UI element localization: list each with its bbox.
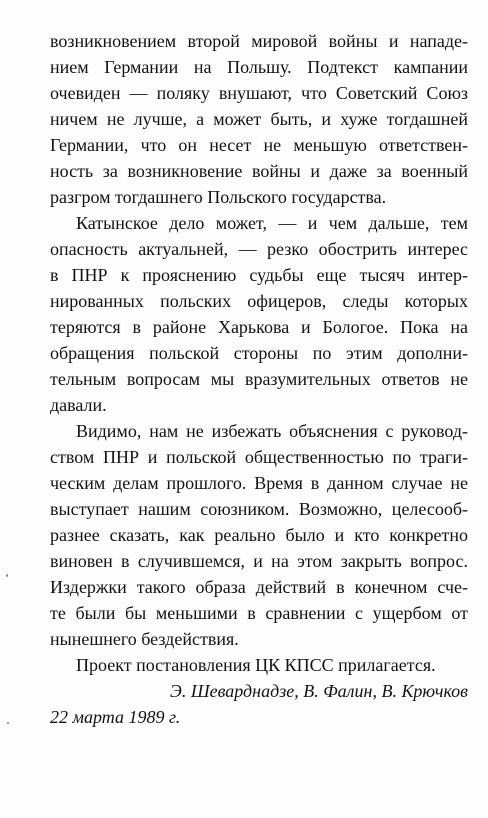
text-line: возникновением второй мировой войны и нападе-	[50, 31, 468, 51]
paragraph	[50, 652, 468, 678]
text-line: давали.	[50, 395, 107, 415]
text-line: те были бы меньшими в сравнении с ущербом от	[50, 603, 468, 623]
text-line: теряются в районе Харькова и Бологое. Пока на	[50, 317, 468, 337]
text-line: виновен в случившемся, и на этом закрыть вопрос.	[50, 551, 468, 571]
text-line: нированных польских офицеров, следы которых	[50, 291, 468, 311]
text-line: разгром тогдашнего Польского государства.	[50, 187, 387, 207]
text-line: очевиден — поляку внушают, что Советский Союз	[50, 83, 468, 103]
signatories: Э. Шеварднадзе, В. Фалин, В. Крючков	[170, 681, 468, 701]
paragraph	[50, 210, 468, 418]
document-date: 22 марта 1989 г.	[50, 707, 181, 727]
text-line: Катынское дело может, — и чем дальше, тем	[76, 213, 468, 233]
text-line: опасность актуальней, — резко обострить интерес	[50, 239, 468, 259]
text-line: ством ПНР и польской общественностью по траги-	[50, 447, 468, 467]
paragraph	[50, 418, 468, 652]
text-line: Германии, что он несет не меньшую ответствен-	[50, 135, 468, 155]
text-line: обращения польской стороны по этим дополни-	[50, 343, 468, 363]
text-line: ничем не лучше, а может быть, и хуже тогдашней	[50, 109, 468, 129]
document-text	[50, 28, 468, 730]
text-line: ность за возникновение войны и даже за военный	[50, 161, 468, 181]
paragraph	[50, 28, 468, 210]
scan-speck	[6, 574, 8, 577]
text-line: Видимо, нам не избежать объяснения с руковод-	[76, 421, 468, 441]
text-line: ческим делам прошлого. Время в данном случае не	[50, 473, 468, 493]
text-line: нием Германии на Польшу. Подтекст кампании	[50, 57, 468, 77]
scan-speck	[7, 722, 9, 724]
text-line: Издержки такого образа действий в конечном сче-	[50, 577, 468, 597]
text-line: нынешнего бездействия.	[50, 629, 239, 649]
text-line: в ПНР к прояснению судьбы еще тысяч интер-	[50, 265, 468, 285]
text-line: выступает нашим союзником. Возможно, целесооб-	[50, 499, 468, 519]
text-line: разнее сказать, как реально было и кто конкретно	[50, 525, 468, 545]
text-line: тельным вопросам мы вразумительных ответов не	[50, 369, 468, 389]
text-line: Проект постановления ЦК КПСС прилагается.	[76, 655, 436, 675]
